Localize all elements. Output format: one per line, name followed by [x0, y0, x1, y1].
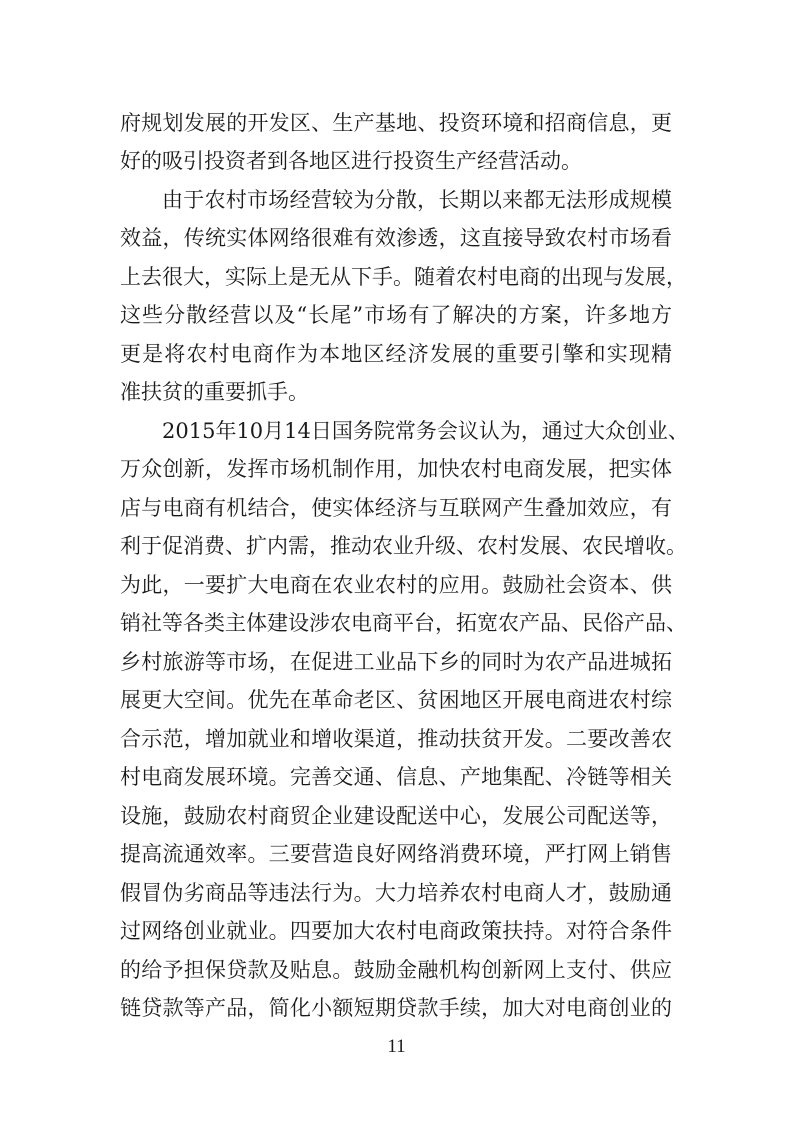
- text-line: 更是将农村电商作为本地区经济发展的重要引擎和实现精: [120, 342, 672, 366]
- text-line: 由于农村市场经营较为分散，长期以来都无法形成规模: [162, 188, 672, 212]
- text-line: 村电商发展环境。完善交通、信息、产地集配、冷链等相关: [120, 765, 672, 789]
- text-line: 万众创新，发挥市场机制作用，加快农村电商发展，把实体: [120, 457, 672, 481]
- text-line: 府规划发展的开发区、生产基地、投资环境和招商信息，更: [120, 111, 672, 135]
- text-line: 合示范，增加就业和增收渠道，推动扶贫开发。二要改善农: [120, 727, 672, 751]
- text-line: 的给予担保贷款及贴息。鼓励金融机构创新网上支付、供应: [120, 958, 672, 982]
- text-line: 准扶贫的重要抓手。: [120, 380, 309, 404]
- page-number: 11: [387, 1036, 406, 1057]
- text-line: 好的吸引投资者到各地区进行投资生产经营活动。: [120, 149, 582, 173]
- text-line: 设施，鼓励农村商贸企业建设配送中心，发展公司配送等，: [120, 804, 672, 828]
- text-line: 店与电商有机结合，使实体经济与互联网产生叠加效应，有: [120, 496, 672, 520]
- text-line: 展更大空间。优先在革命老区、贫困地区开展电商进农村综: [120, 688, 672, 712]
- text-line: 效益，传统实体网络很难有效渗透，这直接导致农村市场看: [120, 226, 672, 250]
- text-line: 销社等各类主体建设涉农电商平台，拓宽农产品、民俗产品、: [120, 611, 687, 635]
- text-line: 这些分散经营以及“长尾”市场有了解决的方案，许多地方: [120, 303, 672, 327]
- text-line: 为此，一要扩大电商在农业农村的应用。鼓励社会资本、供: [120, 573, 672, 597]
- text-line: 提高流通效率。三要营造良好网络消费环境，严打网上销售: [120, 842, 672, 866]
- text-line: 乡村旅游等市场，在促进工业品下乡的同时为农产品进城拓: [120, 650, 672, 674]
- text-line: 假冒伪劣商品等违法行为。大力培养农村电商人才，鼓励通: [120, 881, 672, 905]
- text-line: 链贷款等产品，简化小额短期贷款手续，加大对电商创业的: [120, 996, 672, 1020]
- text-line: 利于促消费、扩内需，推动农业升级、农村发展、农民增收。: [120, 534, 687, 558]
- text-line: 过网络创业就业。四要加大农村电商政策扶持。对符合条件: [120, 919, 672, 943]
- text-line: 上去很大，实际上是无从下手。随着农村电商的出现与发展，: [120, 265, 687, 289]
- text-line: 2015年10月14日国务院常务会议认为，通过大众创业、: [162, 419, 689, 443]
